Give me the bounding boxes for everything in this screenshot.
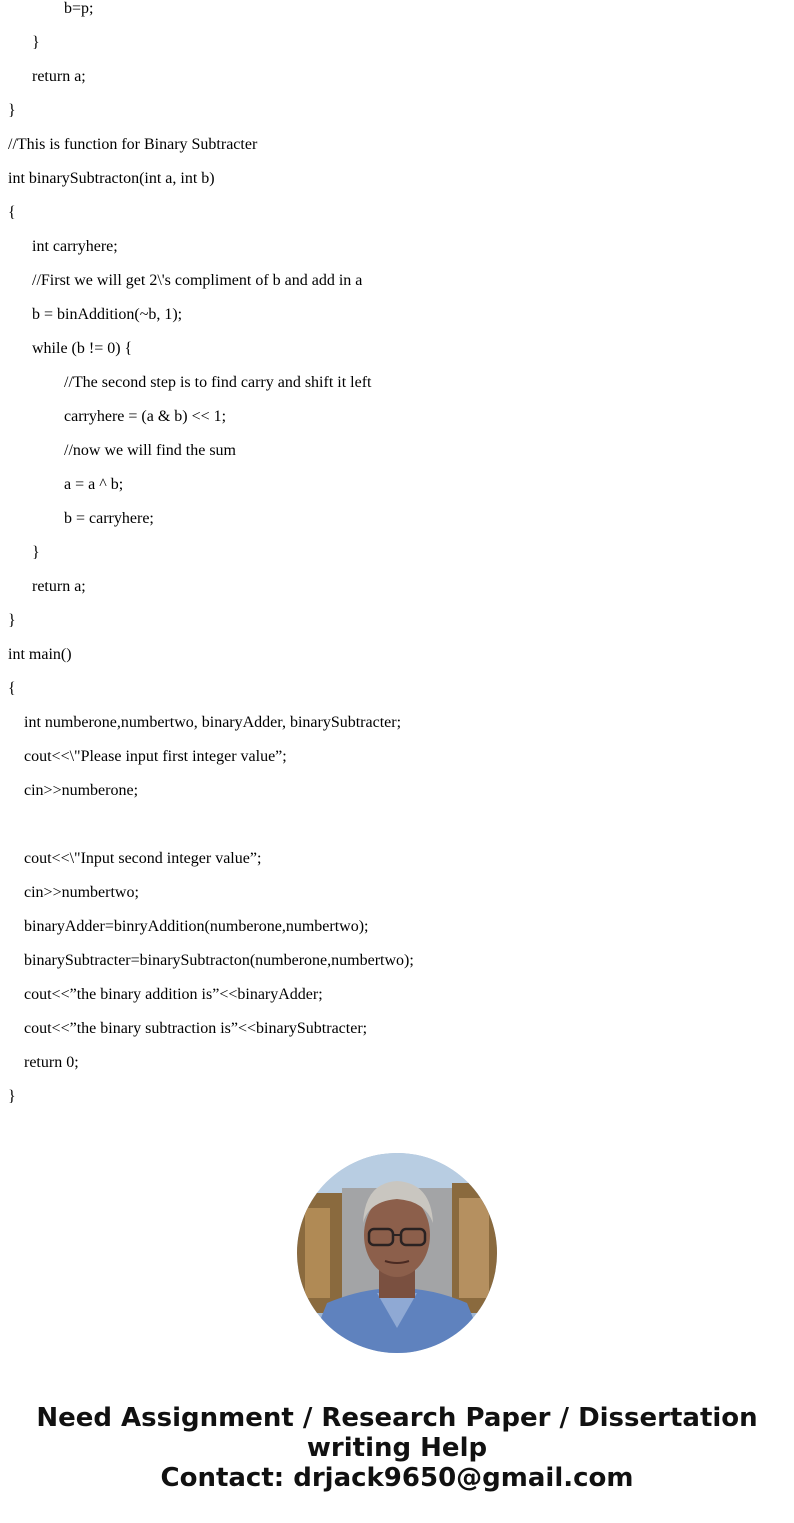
- code-line: return a;: [32, 578, 86, 595]
- code-line: cout<<”the binary subtraction is”<<binarySubtracter;: [24, 1020, 368, 1037]
- code-line: }: [32, 544, 40, 561]
- code-line: }: [8, 612, 16, 629]
- code-line: int main(): [8, 646, 72, 663]
- code-line: cout<<\"Input second integer value”;: [24, 850, 262, 867]
- code-line: }: [32, 34, 40, 51]
- cta-line-2: writing Help: [306, 1433, 488, 1463]
- code-line: carryhere = (a & b) << 1;: [64, 408, 227, 425]
- code-line: cout<<”the binary addition is”<<binaryAdder;: [24, 986, 323, 1003]
- code-line: binarySubtracter=binarySubtracton(numberone,numbertwo);: [24, 952, 414, 969]
- code-line: //now we will find the sum: [64, 442, 236, 459]
- author-photo-icon: [297, 1153, 497, 1353]
- code-line: //First we will get 2\'s compliment of b and add in a: [32, 272, 363, 289]
- code-line: }: [8, 1088, 16, 1105]
- code-line: return a;: [32, 68, 86, 85]
- code-line: cout<<\"Please input first integer value”;: [24, 748, 287, 765]
- code-line: {: [8, 680, 16, 697]
- code-line: b=p;: [64, 0, 94, 17]
- code-line: cin>>numberone;: [24, 782, 139, 799]
- code-line: return 0;: [24, 1054, 79, 1071]
- cta-contact-line[interactable]: Contact: drjack9650@gmail.com: [160, 1463, 634, 1493]
- author-avatar[interactable]: [297, 1153, 497, 1353]
- code-line: {: [8, 204, 16, 221]
- code-line: int binarySubtracton(int a, int b): [8, 170, 215, 187]
- code-line: a = a ^ b;: [64, 476, 124, 493]
- code-line: b = carryhere;: [64, 510, 154, 527]
- code-line: binaryAdder=binryAddition(numberone,numbertwo);: [24, 918, 369, 935]
- cta-line-1: Need Assignment / Research Paper / Dissertation: [36, 1403, 758, 1433]
- code-line: int carryhere;: [32, 238, 118, 255]
- code-line: }: [8, 102, 16, 119]
- code-line: int numberone,numbertwo, binaryAdder, binarySubtracter;: [24, 714, 402, 731]
- contact-banner: [0, 1403, 794, 1493]
- code-line: while (b != 0) {: [32, 340, 133, 357]
- code-line: //This is function for Binary Subtracter: [8, 136, 258, 153]
- code-line: //The second step is to find carry and shift it left: [64, 374, 372, 391]
- code-line: b = binAddition(~b, 1);: [32, 306, 183, 323]
- code-line: cin>>numbertwo;: [24, 884, 139, 901]
